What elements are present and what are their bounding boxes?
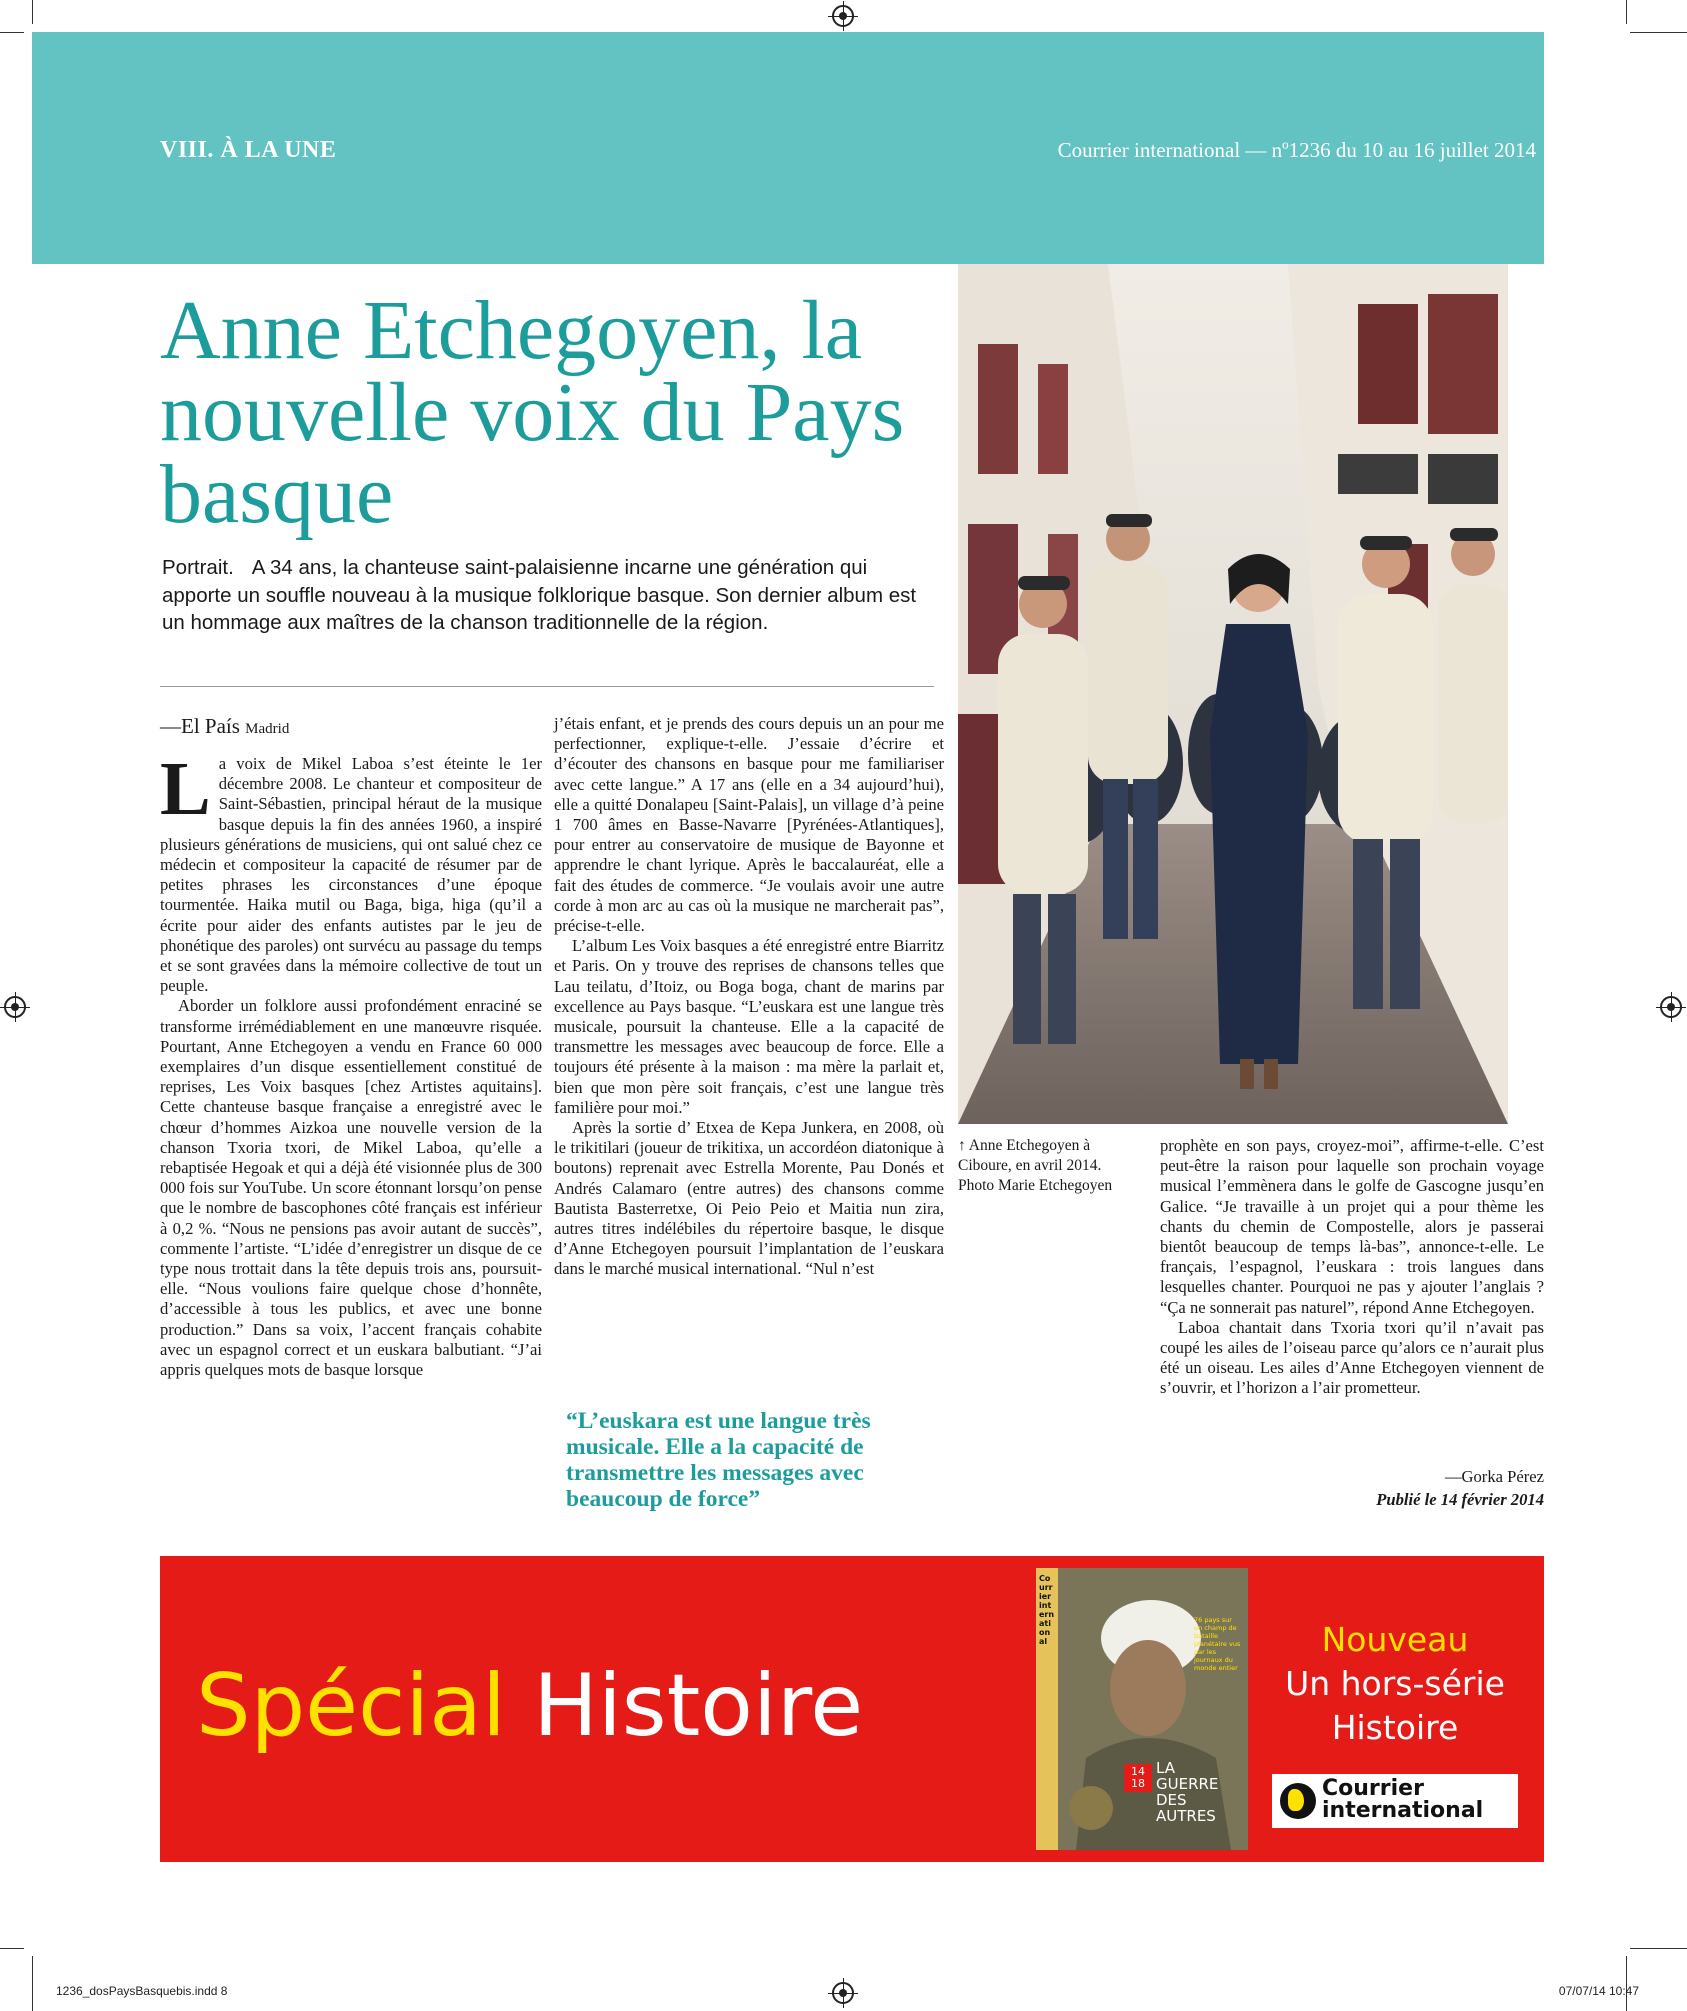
paragraph: Aborder un folklore aussi profondément enraciné se transforme irrémédiablement en une manœuvre risquée. Pourtant, Anne Etchegoyen a vendu en France 60 000 exemplaires d’un disque essentiellement constitué de reprises, Les Voix basques [chez Artistes aquitains]. Cette chanteuse basque française a enregistré avec le chœur d’hommes Aizkoa une nouvelle version de la chanson Txoria txori, de Mikel Laboa, qu’elle a rebaptisée Hegoak et qui a déjà été visionnée plus de 300 000 fois sur YouTube. Un score étonnant lorsqu’on pense que le nombre de bascophones côté français est inférieur à 0,2 %. “Nous ne pensions pas avoir autant de succès”, commente l’artiste. “L’idée d’enregistrer un disque de ce type nous trottait dans la tête depuis trois ans, poursuit-elle. “Nous voulions faire quelque chose d’honnête, d’accessible à tous les publics, et avec une bonne production.” Dans sa voix, l’accent français cohabite avec un espagnol correct et un euskara balbutiant. “J’ai appris quelques mots de basque lorsque [160, 996, 542, 1380]
article-title: Anne Etchegoyen, la nouvelle voix du Pays basque [160, 284, 905, 541]
ad-line-hors-serie: Un hors-série [1285, 1664, 1505, 1703]
magazine-cover [1036, 1568, 1248, 1850]
photo-caption: ↑ Anne Etchegoyen à Ciboure, en avril 2014. Photo Marie Etchegoyen [958, 1137, 1113, 1194]
header-banner [32, 32, 1544, 264]
ad-headline [196, 1656, 863, 1756]
article-column-2 [554, 714, 944, 1280]
article-standfirst [162, 554, 942, 637]
published-date: Publié le 14 février 2014 [1376, 1490, 1544, 1509]
cover-years: 14 18 [1124, 1764, 1152, 1792]
ad-line-nouveau: Nouveau [1321, 1620, 1469, 1659]
byline-city: Madrid [245, 721, 290, 737]
pull-quote: “L’euskara est une langue très musicale. Elle a la capacité de transmettre les messages avec beaucoup de force” [566, 1408, 871, 1512]
issue-info: Courrier international — nº1236 du 10 au 16 juillet 2014 [1057, 138, 1536, 162]
paragraph: La voix de Mikel Laboa s’est éteinte le 1er décembre 2008. Le chanteur et compositeur de Saint-Sébastien, principal héraut de la musique basque depuis la fin des années 1960, a inspiré plusieurs générations de musiciens, qui ont salué chez ce médecin et compositeur la capacité de résumer par de petites phrases les circonstances d’une époque tourmentée. Haika mutil ou Baga, biga, higa (qu’il a écrite pour aider des enfants autistes par le jeu de phonétique des paroles) ont survécu au passage du temps et se sont gravées dans la mémoire collective de tout un peuple. [160, 747, 542, 996]
cover-teaser: 76 pays sur un champ de bataille planétaire vus par les journaux du monde entier [1194, 1616, 1241, 1672]
ad-word-special: Spécial [196, 1656, 506, 1756]
logo-text: Courrier international [1322, 1776, 1484, 1823]
file-name: 1236_dosPaysBasquebis.indd 8 [56, 1984, 228, 1998]
section-label: VIII. À LA UNE [160, 137, 337, 163]
globe-logo-icon [1280, 1783, 1316, 1819]
author-signoff: —Gorka Pérez [1444, 1467, 1544, 1486]
article-photo [958, 264, 1508, 1124]
crop-mark [1626, 0, 1627, 24]
cover-title: LA GUERRE DES AUTRES [1156, 1759, 1219, 1825]
crop-mark [1630, 1948, 1687, 1949]
divider [160, 686, 934, 687]
article-column-1 [160, 747, 542, 1380]
paragraph: j’étais enfant, et je prends des cours depuis un an pour me perfectionner, explique-t-elle. J’essaie d’écrire et d’écouter des chansons en basque pour me familiariser avec cette langue.” A 17 ans (elle en a 34 aujourd’hui), elle a quitté Donalapeu [Saint-Palais], un village d’à peine 1 700 âmes en Basse-Navarre [Pyrénées-Atlantiques], pour entrer au conservatoire de musique de Bayonne et apprendre le chant lyrique. Après le baccalauréat, elle a fait des études de commerce. “Je voulais avoir une autre corde à mon arc au cas où la musique ne marcherait pas”, précise-t-elle. [554, 714, 944, 936]
cover-brand: Courrier international [1039, 1574, 1055, 1646]
crop-mark [32, 0, 33, 24]
courrier-international-logo [1272, 1774, 1518, 1828]
ad-tagline [1260, 1618, 1530, 1750]
paragraph: prophète en son pays, croyez-moi”, affirme-t-elle. C’est peut-être la raison pour laquelle son prochain voyage musical l’emmènera dans le golfe de Gascogne jusqu’en Galice. “Je travaille à un projet qui a pour thème les chants du chemin de Compostelle, alors je passerai bientôt beaucoup de temps là-bas”, annonce-t-elle. Le français, l’espagnol, l’euskara : trois langues dans lesquelles chanter. Pourquoi ne pas y ajouter l’anglais ? “Ça ne sonnerait pas naturel”, répond Anne Etchegoyen. [1160, 1136, 1544, 1317]
paragraph: Après la sortie d’ Etxea de Kepa Junkera, en 2008, où le trikitilari (joueur de trikitixa, un accordéon diatonique à boutons) reprenait avec Estrella Morente, Pau Donés et Andrés Calamaro (entre autres) des chansons comme Bautista Basterretxe, Oi Peio Peio et Maitia nun zira, autres titres indélébiles du répertoire basque, le disque d’Anne Etchegoyen poursuit l’implantation de l’euskara dans le marché musical international. “Nul n’est [554, 1118, 944, 1279]
ad-line-histoire: Histoire [1331, 1708, 1459, 1747]
registration-mark-icon [832, 5, 854, 27]
paragraph: Laboa chantait dans Txoria txori qu’il n’avait pas coupé les ailes de l’oiseau parce qu’alors ce n’aurait plus été un oiseau. Les ailes d’Anne Etchegoyen viennent de s’ouvrir, et l’horizon a l’air prometteur. [1160, 1317, 1544, 1398]
crop-mark [0, 1948, 24, 1949]
registration-mark-icon [1660, 996, 1682, 1018]
ad-word-histoire: Histoire [533, 1656, 864, 1756]
registration-mark-icon [4, 996, 26, 1018]
drop-cap: L [160, 747, 211, 831]
crop-mark [0, 32, 24, 33]
crop-mark [1630, 32, 1687, 33]
standfirst-label: Portrait. [162, 556, 234, 579]
crop-mark [32, 1956, 33, 2011]
byline [160, 714, 289, 739]
registration-mark-icon [832, 1982, 854, 2004]
print-date: 07/07/14 10:47 [1558, 1984, 1639, 1998]
article-column-3 [1160, 1136, 1544, 1399]
paragraph: L’album Les Voix basques a été enregistré entre Biarritz et Paris. On y trouve des reprises de chansons telles que Lau teilatu, d’Itoiz, ou Boga boga, chant de marins par excellence au Pays basque. “L’euskara est une langue très musicale, poursuit la chanteuse. Elle a la capacité de transmettre les messages avec beaucoup de force. Elle a toujours été présente à la maison : ma mère la parlait et, bien que mon père soit français, c’est une langue très familière pour moi.” [554, 936, 945, 1117]
byline-source: —El País [160, 714, 240, 738]
standfirst-text: A 34 ans, la chanteuse saint-palaisienne incarne une génération qui apporte un souffle nouveau à la musique folklorique basque. Son dernier album est un hommage aux maîtres de la chanson traditionnelle de la région. [162, 556, 917, 634]
advertisement-banner[interactable] [160, 1556, 1544, 1862]
